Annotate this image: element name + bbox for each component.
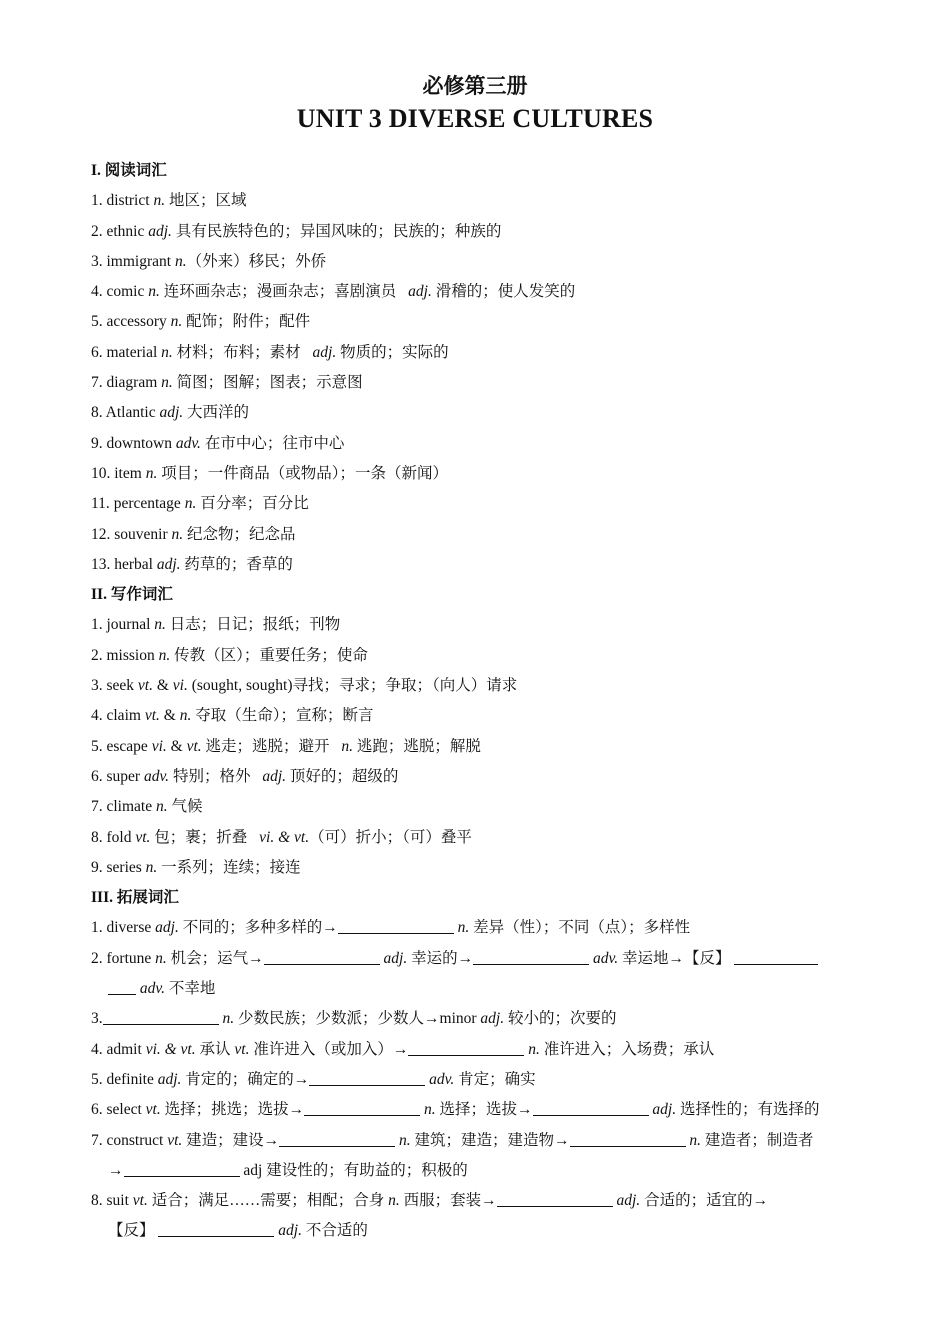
section-heading-reading: I. 阅读词汇	[91, 162, 167, 179]
vocab-item: 7. climate n. 气候	[91, 798, 203, 816]
vocab-item: 3. seek vt. & vi. (sought, sought)寻找；寻求；争取；（向人）请求	[91, 677, 518, 695]
vocab-item: 5. escape vi. & vt. 逃走；逃脱；避开 n. 逃跑；逃脱；解脱	[91, 737, 481, 755]
answer-blank[interactable]	[264, 950, 380, 965]
book-title: 必修第三册	[422, 74, 528, 98]
vocab-item: 2. mission n. 传教（区）；重要任务；使命	[91, 646, 368, 664]
unit-title: UNIT 3 DIVERSE CULTURES	[296, 104, 654, 133]
exercise-item: 4. admit vi. & vt. 承认 vt. 准许进入（或加入）→ n. 准许进入；入场费；承认	[91, 1040, 715, 1058]
vocab-item: 1. journal n. 日志；日记；报纸；刊物	[91, 616, 341, 634]
answer-blank[interactable]	[103, 1010, 219, 1025]
exercise-item: 2. fortune n. 机会；运气→ adj. 幸运的→ adv. 幸运地→【反】	[91, 944, 861, 974]
vocab-item: 1. district n. 地区；区域	[91, 192, 247, 210]
exercise-item: 5. definite adj. 肯定的；确定的→ adv. 肯定；确实	[91, 1070, 536, 1088]
answer-blank[interactable]	[734, 950, 818, 965]
answer-blank[interactable]	[124, 1162, 240, 1177]
vocab-item: 4. comic n. 连环画杂志；漫画杂志；喜剧演员 adj. 滑稽的；使人发笑的	[91, 283, 576, 301]
answer-blank[interactable]	[279, 1132, 395, 1147]
vocab-item: 8. fold vt. 包；裹；折叠 vi. & vt.（可）折小；（可）叠平	[91, 828, 472, 846]
section-heading-extension: III. 拓展词汇	[91, 889, 179, 907]
answer-blank[interactable]	[533, 1101, 649, 1116]
answer-blank[interactable]	[338, 919, 454, 934]
answer-blank[interactable]	[309, 1071, 425, 1086]
vocab-item: 10. item n. 项目；一件商品（或物品）；一条（新闻）	[91, 464, 448, 482]
exercise-item: 6. select vt. 选择；挑选；选拔→ n. 选择；选拔→ adj. 选择性的；有选择的	[91, 1101, 820, 1119]
vocab-item: 6. material n. 材料；布料；素材 adj. 物质的；实际的	[91, 343, 449, 361]
answer-blank[interactable]	[108, 980, 136, 995]
exercise-item: 3. n. 少数民族；少数派；少数人→minor adj. 较小的；次要的	[91, 1010, 617, 1028]
vocab-item: 13. herbal adj. 药草的；香草的	[91, 555, 293, 573]
vocab-item: 2. ethnic adj. 具有民族特色的；异国风味的；民族的；种族的	[91, 222, 502, 240]
answer-blank[interactable]	[570, 1132, 686, 1147]
vocab-item: 9. series n. 一系列；连续；接连	[91, 858, 301, 876]
answer-blank[interactable]	[408, 1041, 524, 1056]
vocab-item: 8. Atlantic adj. 大西洋的	[91, 404, 250, 422]
answer-blank[interactable]	[158, 1222, 274, 1237]
vocab-item: 7. diagram n. 简图；图解；图表；示意图	[91, 374, 363, 392]
exercise-item: 1. diverse adj. 不同的；多种多样的→ n. 差异（性）；不同（点）；多样性	[91, 919, 691, 937]
answer-blank[interactable]	[497, 1192, 613, 1207]
vocab-item: 4. claim vt. & n. 夺取（生命）；宣称；断言	[91, 707, 374, 725]
vocab-item: 11. percentage n. 百分率；百分比	[91, 495, 309, 513]
section-heading-writing: II. 写作词汇	[91, 586, 173, 604]
vocab-item: 3. immigrant n.（外来）移民；外侨	[91, 252, 327, 270]
exercise-item-continued: adv. 不幸地	[91, 974, 861, 1004]
exercise-item-continued: → adj 建设性的；有助益的；积极的	[108, 1161, 468, 1179]
vocabulary-content	[91, 156, 861, 1247]
exercise-item-continued: 【反】 adj. 不合适的	[108, 1222, 368, 1240]
vocab-item: 12. souvenir n. 纪念物；纪念品	[91, 525, 296, 543]
exercise-item: 7. construct vt. 建造；建设→ n. 建筑；建造；建造物→ n. 建造者；制造者	[91, 1131, 814, 1149]
answer-blank[interactable]	[304, 1101, 420, 1116]
vocab-item: 6. super adv. 特别；格外 adj. 顶好的；超级的	[91, 767, 399, 785]
vocab-item: 9. downtown adv. 在市中心；往市中心	[91, 434, 345, 452]
exercise-item: 8. suit vt. 适合；满足……需要；相配；合身 n. 西服；套装→ adj. 合适的；适宜的→	[91, 1192, 769, 1210]
vocab-item: 5. accessory n. 配饰；附件；配件	[91, 313, 311, 331]
answer-blank[interactable]	[473, 950, 589, 965]
